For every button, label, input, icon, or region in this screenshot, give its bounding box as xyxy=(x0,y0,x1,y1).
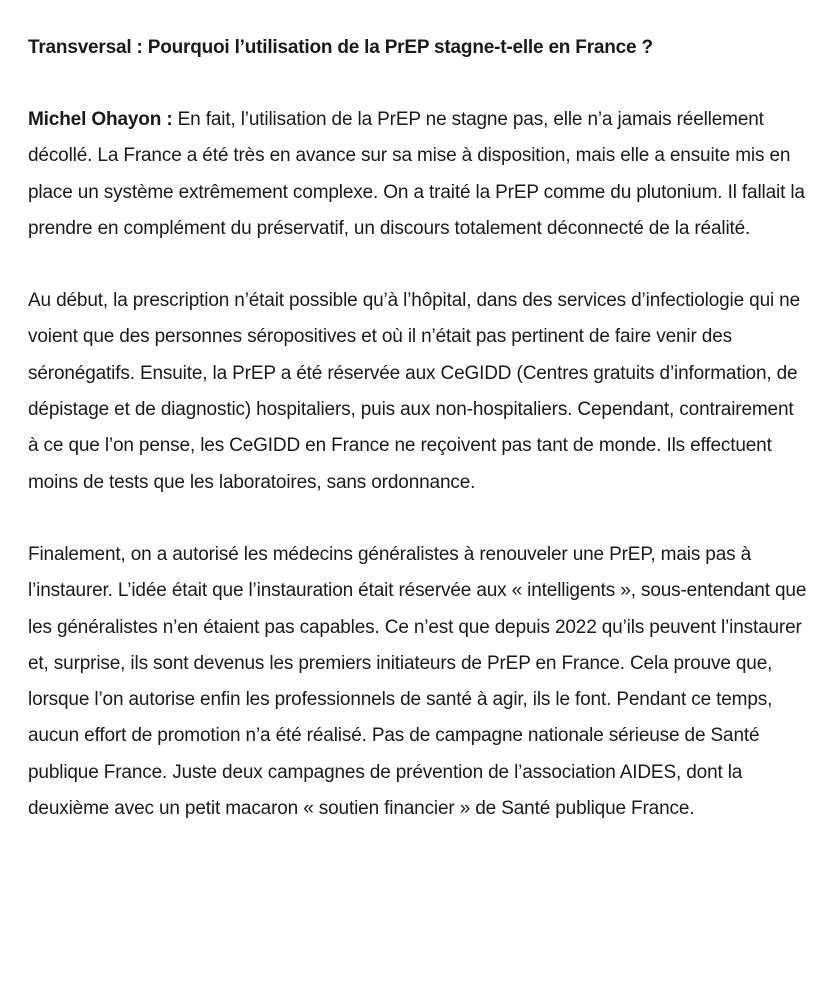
answer-text-1: En fait, l’utilisation de la PrEP ne stagne pas, elle n’a jamais réellement décollé. La France a été très en avance sur sa mise à disposition, mais elle a ensuite mis en place un système extrêmement complexe. On a traité la PrEP comme du plutonium. Il fallait la prendre en complément du préservatif, un discours totalement déconnecté de la réalité. xyxy=(28,109,805,239)
answer-paragraph-3: Finalement, on a autorisé les médecins généralistes à renouveler une PrEP, mais pas à l’instaurer. L’idée était que l’instauration était réservée aux « intelligents », sous-entendant que les généralistes n’en étaient pas capables. Ce n’est que depuis 2022 qu’ils peuvent l’instaurer et, surprise, ils sont devenus les premiers initiateurs de PrEP en France. Cela prouve que, lorsque l’on autorise enfin les professionnels de santé à agir, ils le font. Pendant ce temps, aucun effort de promotion n’a été réalisé. Pas de campagne nationale sérieuse de Santé publique France. Juste deux campagnes de prévention de l’association AIDES, dont la deuxième avec un petit macaron « soutien financier » de Santé publique France. xyxy=(28,543,807,820)
article-body xyxy=(28,30,808,863)
answer-paragraph-2: Au début, la prescription n’était possible qu’à l’hôpital, dans des services d’infectiologie qui ne voient que des personnes séropositives et où il n’était pas pertinent de faire venir des séronégatifs. Ensuite, la PrEP a été réservée aux CeGIDD (Centres gratuits d’information, de dépistage et de diagnostic) hospitaliers, puis aux non-hospitaliers. Cependant, contrairement à ce que l’on pense, les CeGIDD en France ne reçoivent pas tant de monde. Ils effectuent moins de tests que les laboratoires, sans ordonnance. xyxy=(28,290,801,493)
speaker-name: Michel Ohayon : xyxy=(28,109,173,130)
interview-question: Transversal : Pourquoi l’utilisation de la PrEP stagne-t-elle en France ? xyxy=(28,37,653,58)
answer-paragraph-1 xyxy=(28,102,808,247)
